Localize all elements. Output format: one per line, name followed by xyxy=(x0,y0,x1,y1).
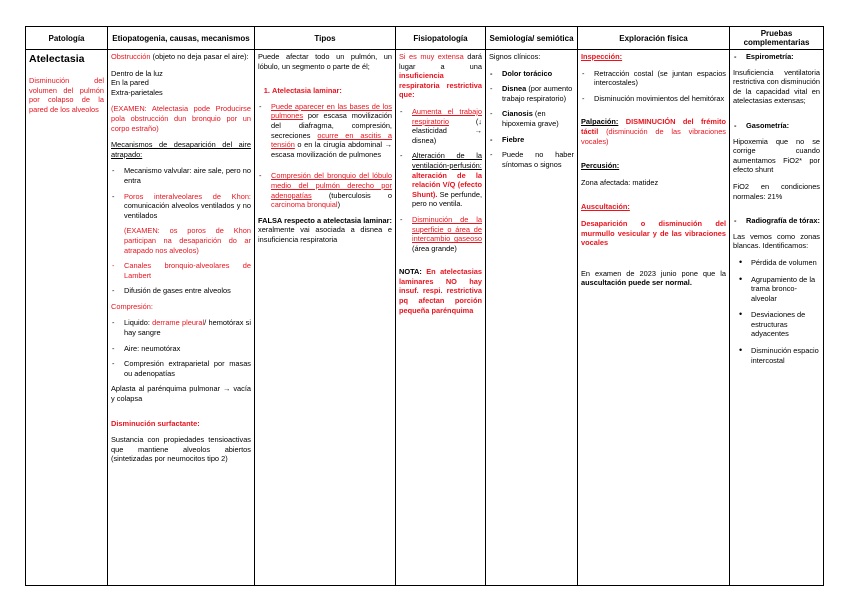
mechanisms-title: Mecanismos de desaparición del aire atrapado: xyxy=(111,140,251,159)
cell-pathology xyxy=(26,50,108,586)
mechanism-lambert: - Canales bronquio-alveolares de Lambert xyxy=(111,261,251,280)
signs-list xyxy=(489,69,574,170)
mechanisms-list xyxy=(111,166,251,296)
inspection-movement: - Disminución movimientos del hemitórax xyxy=(581,94,726,104)
physio-note: NOTA: En atelectasias laminares NO hay insuf. respi. restrictiva pq afectan porción pequeña parénquima xyxy=(399,267,482,315)
sign-cyanosis: - Cianosis (en hipoxemia grave) xyxy=(489,109,574,128)
mechanism-diffusion: - Difusión de gases entre alveolos xyxy=(111,286,251,296)
laminar-false-note: FALSA respecto a atelectasia laminar: xeralmente vai asociada a disnea e insuficiencia respiratoria xyxy=(258,215,392,244)
cell-physiopathology xyxy=(396,50,486,586)
sign-chest-pain: - Dolor torácico xyxy=(489,69,574,79)
pathology-definition: Disminución del volumen del pulmón por colapso de la pared de los alveolos xyxy=(29,76,104,114)
location-pared: En la pared xyxy=(111,78,149,88)
gasometry-heading xyxy=(733,121,820,131)
palpation: Palpación: DISMINUCIÓN del frémito táctil (disminución de las vibraciones vocales) xyxy=(581,117,726,146)
physio-intro: Si es muy extensa dará lugar a una insuficiencia respiratoria restrictiva que: xyxy=(399,52,482,100)
mechanism-valvular: - Mecanismo valvular: aire sale, pero no entra xyxy=(111,166,251,185)
compression-liquid: - Liquido: derrame pleural/ hemotórax si hay sangre xyxy=(111,318,251,337)
compression-conclusion: Aplasta al parénquima pulmonar → vacía y colapsa xyxy=(111,384,251,404)
obstruction-title: Obstrucción xyxy=(111,52,151,61)
spirometry-title: - Espirometría: xyxy=(733,52,820,62)
physio-list xyxy=(399,107,482,253)
mechanism-khon: - Poros interalveolares de Khon: comunicación alveolos ventilados y no ventilados (EXAMEN: os poros de Khon participan na desaparición do ar atrapado nos alveolos) xyxy=(111,192,251,256)
xray-desc: Las vemos como zonas blancas. Identificamos: xyxy=(733,231,820,251)
cell-tests xyxy=(730,50,824,586)
header-row xyxy=(26,27,824,50)
types-intro: Puede afectar todo un pulmón, un lóbulo, un segmento o parte de él; xyxy=(258,52,392,71)
xray-intercostal: • Disminución espacio intercostal xyxy=(733,346,820,365)
inspection-title: Inspección: xyxy=(581,52,623,61)
obstruction-exam-note: (EXAMEN: Atelectasia pode Producirse pola obstrucción dun bronquio por un corpo estraño) xyxy=(111,104,251,133)
spirometry-heading xyxy=(733,52,820,62)
surfactant-desc: Sustancia con propiedades tensioactivas que mantiene alveolos abiertos (sintetizadas por neumocitos tipo 2) xyxy=(111,435,251,464)
physio-vq: - Alteración de la ventilación-perfusión: alteración de la relación V/Q (efecto Shunt). Se perfunde, pero no ventila. xyxy=(399,151,482,209)
cell-exploration xyxy=(578,50,730,586)
atelectasis-row xyxy=(26,50,824,586)
xray-deviation: • Desviaciones de estructuras adyacentes xyxy=(733,310,820,339)
auscultation-desc: Desaparición o disminución del murmullo vesicular y de las vibraciones vocales xyxy=(581,218,726,248)
spirometry-desc: Insuficiencia ventilatoria restrictiva con disminución de la capacidad vital en atelectasias extensas; xyxy=(733,67,820,106)
header-pathology: Patología xyxy=(26,27,108,50)
fio2-normal: FiO2 en condiciones normales: 21% xyxy=(733,181,820,201)
sign-none: - Puede no haber síntomas o signos xyxy=(489,150,574,169)
cell-semiology xyxy=(486,50,578,586)
xray-volume-loss: • Pérdida de volumen xyxy=(733,258,820,268)
sign-fever: - Fiebre xyxy=(489,135,574,145)
semiology-title: Signos clínicos: xyxy=(489,52,541,61)
sign-dyspnea: - Disnea (por aumento trabajo respiratorio) xyxy=(489,84,574,103)
cell-types xyxy=(255,50,396,586)
header-types: Tipos xyxy=(255,27,396,50)
laminar-title: 1. Atelectasia laminar: xyxy=(272,86,392,96)
cell-etiology xyxy=(108,50,255,586)
header-tests: Pruebas complementarias xyxy=(730,27,824,50)
xray-grouping: • Agrupamiento de la trama bronco-alveolar xyxy=(733,275,820,304)
khon-exam-note: (EXAMEN: os poros de Khon participan na desaparición do ar atrapado nos alveolos) xyxy=(124,226,251,255)
location-luz: Dentro de la luz xyxy=(111,68,163,78)
pathology-name: Atelectasia xyxy=(29,53,85,65)
xray-title: - Radiografía de tórax: xyxy=(733,216,820,226)
inspection-list xyxy=(581,69,726,104)
auscultation-title: Auscultación: xyxy=(581,202,630,212)
pathology-table xyxy=(25,26,824,586)
location-extra: Extra-parietales xyxy=(111,87,163,97)
laminar-list xyxy=(258,102,392,210)
compression-air: - Aire: neumotórax xyxy=(111,344,251,354)
laminar-bases: - Puede aparecer en las bases de los pulmones por escasa movilización del diafragma, compresión, secreciones ocurre en ascitis a tensión o en la cirugía abdominal → escasa movilización de pulmones xyxy=(258,102,392,160)
physio-work: - Aumenta el trabajo respiratorio (↓ elasticidad → disnea) xyxy=(399,107,482,145)
gasometry-title: - Gasometría: xyxy=(733,121,820,131)
compression-title: Compresión: xyxy=(111,301,153,311)
surfactant-title: Disminución surfactante: xyxy=(111,418,200,428)
types-list xyxy=(258,86,392,96)
header-physiopathology: Fisiopatología xyxy=(396,27,486,50)
obstruction-desc: (objeto no deja pasar el aire): xyxy=(152,52,249,61)
percussion-title: Percusión: xyxy=(581,161,620,171)
percussion-desc: Zona afectada: matidez xyxy=(581,177,659,187)
header-semiology: Semiología/ semiótica xyxy=(486,27,578,50)
header-etiology: Etiopatogenia, causas, mecanismos xyxy=(108,27,255,50)
compression-list xyxy=(111,318,251,378)
gasometry-desc: Hipoxemia que no se corrige cuando aumentamos FiO2* por efecto shunt xyxy=(733,136,820,175)
inspection-retraction: - Retracción costal (se juntan espacios intercostales) xyxy=(581,69,726,88)
auscultation-exam-note: En examen de 2023 junio pone que la auscultación puede ser normal. xyxy=(581,268,726,288)
physio-surface: - Disminución de la superficie o área de intercambio gaseoso (área grande) xyxy=(399,215,482,253)
xray-heading xyxy=(733,216,820,226)
compression-extraparietal: - Compresión extraparietal por masas ou adenopatías xyxy=(111,359,251,378)
laminar-middle-lobe: - Compresión del bronquio del lóbulo medio del pulmón derecho por adenopatías (tuberculosis o carcinoma bronquial) xyxy=(258,171,392,209)
header-exploration: Exploración física xyxy=(578,27,730,50)
xray-list xyxy=(733,258,820,365)
